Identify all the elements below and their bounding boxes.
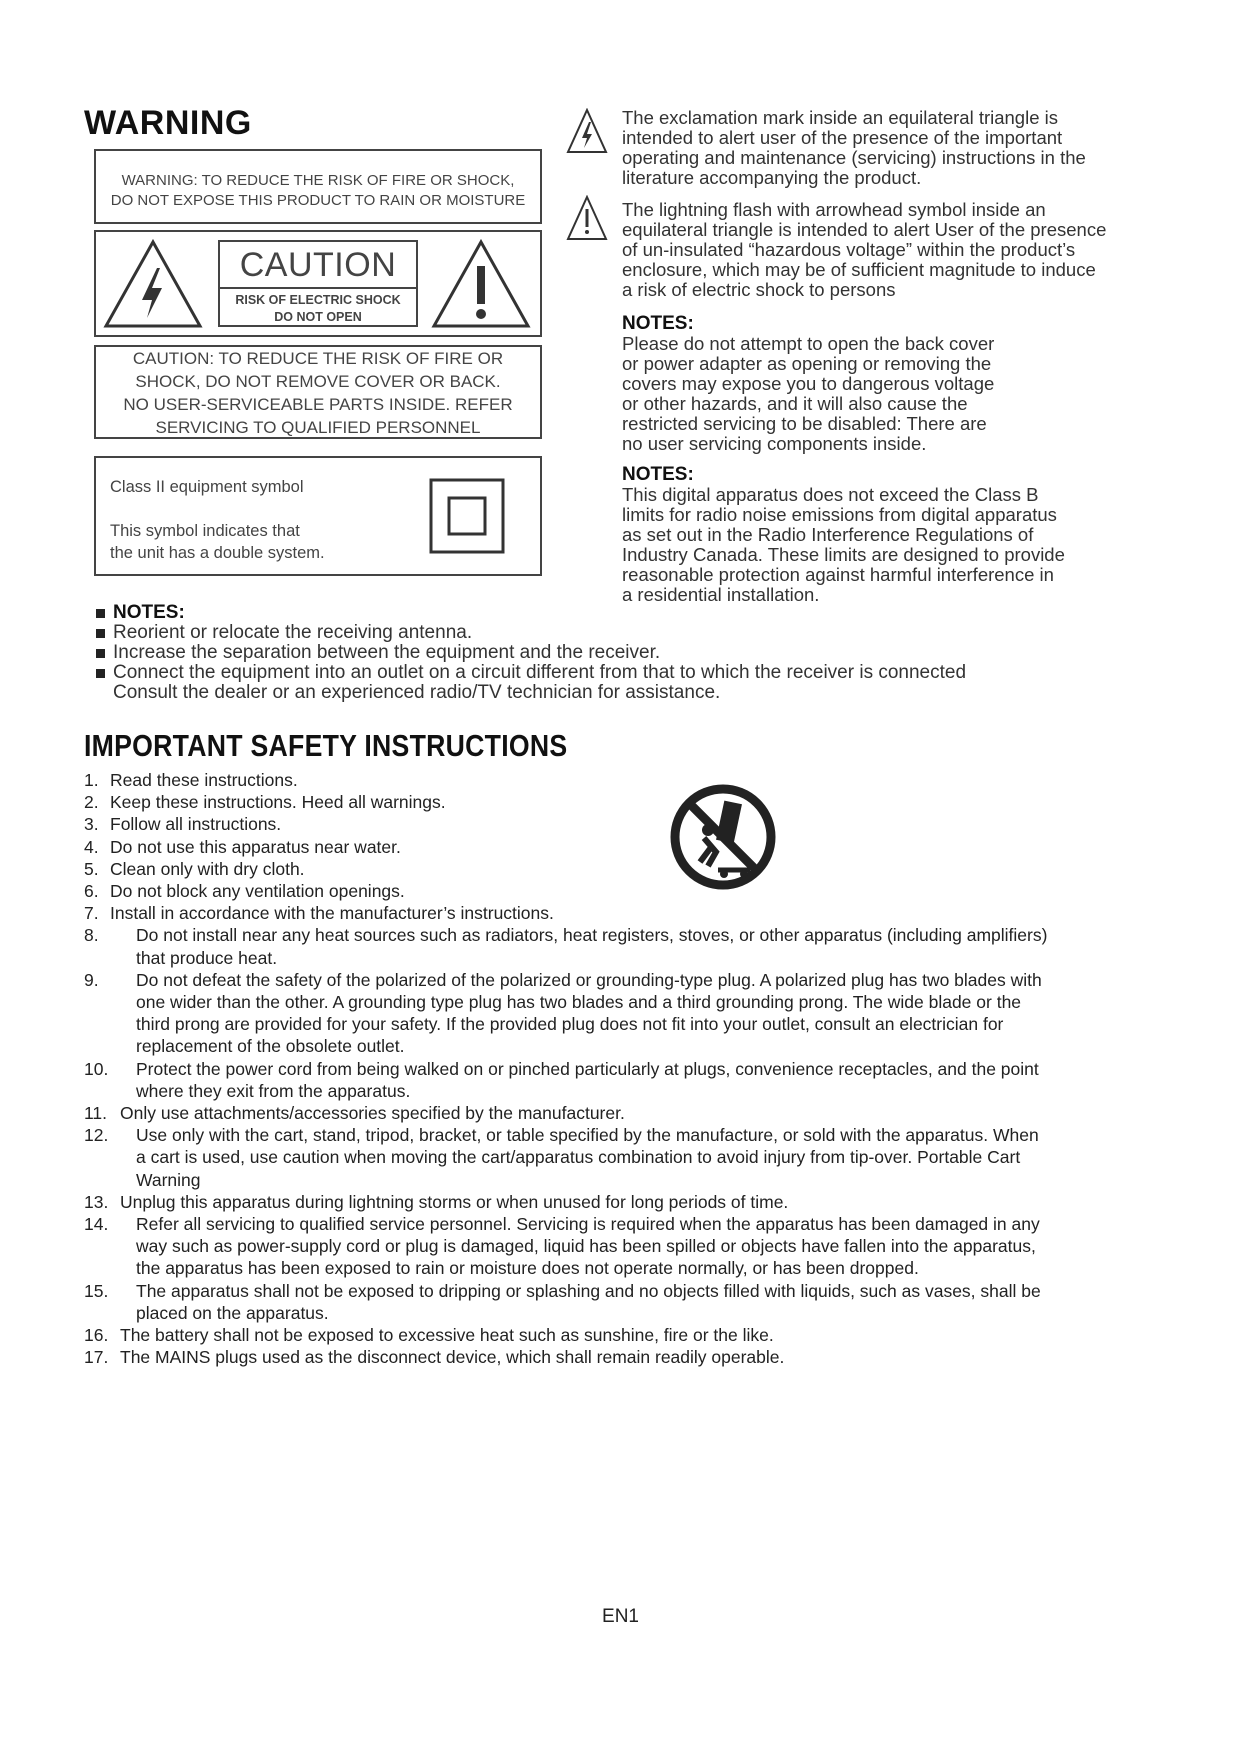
instruction-line: Read these instructions.: [110, 770, 298, 790]
instruction-item: [84, 813, 1144, 835]
instruction-number: 8.: [84, 925, 99, 946]
lightning-line: a risk of electric shock to persons: [622, 279, 896, 300]
instruction-text: [110, 858, 305, 880]
instruction-line: Do not install near any heat sources such as radiators, heat registers, stoves, or other apparatus (including amplifiers): [136, 925, 1048, 946]
exclamation-line: operating and maintenance (servicing) instructions in the: [622, 147, 1086, 168]
exclamation-line: intended to alert user of the presence of the important: [622, 127, 1063, 148]
instruction-line: Unplug this apparatus during lightning storms or when unused for long periods of time.: [120, 1191, 789, 1212]
instruction-text: [120, 1346, 784, 1368]
lightning-line: The lightning flash with arrowhead symbol inside an: [622, 199, 1046, 220]
instruction-item: [84, 1058, 1144, 1102]
instruction-line: Use only with the cart, stand, tripod, bracket, or table specified by the manufacture, or sold with the apparatus. When: [136, 1125, 1039, 1146]
instruction-text: [136, 969, 1042, 1058]
instruction-item: [84, 769, 1144, 791]
instruction-item: [84, 902, 1144, 924]
instruction-text: [110, 813, 281, 835]
lightning-line: of un-insulated “hazardous voltage” within the product’s: [622, 239, 1076, 260]
exclamation-triangle-icon: [430, 238, 532, 330]
instruction-number: 17.: [84, 1347, 109, 1368]
caution-text-line-3: NO USER-SERVICEABLE PARTS INSIDE. REFER: [123, 395, 513, 414]
warning-line-1: WARNING: TO REDUCE THE RISK OF FIRE OR SHOCK,: [121, 172, 515, 189]
instruction-line: The battery shall not be exposed to excessive heat such as sunshine, fire or the like.: [120, 1325, 774, 1346]
notes-1-line: covers may expose you to dangerous voltage: [622, 373, 995, 394]
instruction-number: 11.: [84, 1103, 108, 1124]
instruction-number: 7.: [84, 903, 99, 924]
instruction-text: [110, 769, 298, 791]
bullet-heading: NOTES:: [113, 602, 185, 623]
caution-text-line-1: CAUTION: TO REDUCE THE RISK OF FIRE OR: [132, 349, 504, 368]
bullet-item: [96, 643, 966, 663]
instruction-item: [84, 880, 1144, 902]
instruction-line: Do not defeat the safety of the polarized of the polarized or grounding-type plug. A polarized plug has two blades with: [136, 969, 1042, 990]
bullet-item: [96, 623, 966, 643]
instruction-item: [84, 836, 1144, 858]
instruction-line: way such as power-supply cord or plug is damaged, liquid has been spilled or objects have fallen into the apparatus,: [136, 1236, 1036, 1257]
caution-word: CAUTION: [239, 246, 397, 284]
instruction-item: [84, 858, 1144, 880]
double-square-icon: [429, 478, 505, 554]
bullet-heading-row: [96, 603, 966, 623]
instruction-line: Only use attachments/accessories specified by the manufacturer.: [120, 1103, 625, 1124]
instruction-line: Follow all instructions.: [110, 814, 282, 835]
instruction-line: Install in accordance with the manufacturer’s instructions.: [110, 903, 554, 924]
exclamation-line: The exclamation mark inside an equilateral triangle is: [622, 107, 1058, 128]
instruction-line: The MAINS plugs used as the disconnect device, which shall remain readily operable.: [120, 1347, 785, 1368]
instruction-line: Protect the power cord from being walked on or pinched particularly at plugs, convenience receptacles, and the point: [136, 1058, 1039, 1079]
instruction-text: [110, 836, 401, 858]
notes-1-line: Please do not attempt to open the back cover: [622, 333, 995, 354]
bullet-icon: [96, 609, 105, 618]
instructions-list: [84, 769, 1144, 1368]
bullet-icon: [96, 669, 105, 678]
instruction-item: [84, 1280, 1144, 1324]
lightning-triangle-icon: [102, 238, 204, 330]
notes-1-line: no user servicing components inside.: [622, 433, 927, 454]
notes-2-line: reasonable protection against harmful interference in: [622, 564, 1054, 585]
warning-line-2: DO NOT EXPOSE THIS PRODUCT TO RAIN OR MOISTURE: [110, 192, 526, 209]
instruction-line: a cart is used, use caution when moving the cart/apparatus combination to avoid injury from tip-over. Portable Cart: [136, 1147, 1021, 1168]
instruction-item: [84, 924, 1144, 968]
instruction-text: [110, 791, 446, 813]
instruction-line: where they exit from the apparatus.: [136, 1080, 411, 1101]
instruction-line: The apparatus shall not be exposed to dripping or splashing and no objects filled with liquids, such as vases, shall be: [136, 1280, 1041, 1301]
lightning-line: enclosure, which may be of sufficient magnitude to induce: [622, 259, 1096, 280]
instruction-text: [110, 902, 554, 924]
caution-label: [218, 240, 418, 327]
instruction-number: 1.: [84, 770, 99, 790]
instruction-line: Warning: [136, 1169, 201, 1190]
notes-2: [622, 465, 1182, 605]
instruction-text: [136, 1213, 1040, 1280]
bullet-notes: [96, 603, 966, 703]
notes-2-line: a residential installation.: [622, 584, 820, 605]
instruction-number: 10.: [84, 1058, 109, 1079]
exclamation-line: literature accompanying the product.: [622, 167, 922, 188]
instruction-text: [120, 1102, 625, 1124]
instruction-line: Do not use this apparatus near water.: [110, 836, 401, 857]
notes-2-line: as set out in the Radio Interference Regulations of: [622, 524, 1034, 545]
instruction-line: that produce heat.: [136, 947, 278, 968]
exclamation-description: [622, 108, 1182, 188]
instruction-text: [136, 1124, 1039, 1191]
instruction-item: [84, 791, 1144, 813]
instruction-item: [84, 969, 1144, 1058]
bullet-item-text: Connect the equipment into an outlet on a circuit different from that to which the receiver is connected: [113, 662, 967, 683]
notes-1: [622, 314, 1182, 454]
instruction-text: [136, 1058, 1039, 1102]
class2-line-2: the unit has a double system.: [110, 544, 325, 562]
instruction-number: 14.: [84, 1214, 109, 1235]
bullet-item-text: Increase the separation between the equipment and the receiver.: [113, 642, 661, 663]
page-number: EN1: [602, 1606, 639, 1627]
warning-title: WARNING: [84, 104, 252, 142]
bullet-icon: [96, 649, 105, 658]
instruction-number: 6.: [84, 881, 99, 902]
instruction-item: [84, 1213, 1144, 1280]
instruction-item: [84, 1191, 1144, 1213]
lightning-small-triangle-icon: [566, 108, 608, 156]
instruction-text: [120, 1191, 788, 1213]
notes-1-heading: NOTES:: [622, 313, 694, 334]
class2-line-1: This symbol indicates that: [110, 522, 300, 540]
bullet-continuation: Consult the dealer or an experienced radio/TV technician for assistance.: [113, 682, 721, 703]
notes-1-line: restricted servicing to be disabled: There are: [622, 413, 987, 434]
instruction-number: 12.: [84, 1125, 109, 1146]
instruction-line: Keep these instructions. Heed all warnings.: [110, 792, 446, 813]
instruction-number: 2.: [84, 792, 99, 813]
instruction-line: replacement of the obsolete outlet.: [136, 1036, 405, 1057]
caution-text-box: [94, 345, 542, 439]
bullet-item-text: Reorient or relocate the receiving antenna.: [113, 622, 473, 643]
class2-title: Class II equipment symbol: [110, 478, 304, 496]
caution-sub-line-2: DO NOT OPEN: [274, 310, 362, 324]
instruction-number: 9.: [84, 969, 99, 990]
instruction-line: the apparatus has been exposed to rain or moisture does not operate normally, or has been dropped.: [136, 1258, 919, 1279]
instruction-number: 13.: [84, 1191, 109, 1212]
instruction-item: [84, 1346, 1144, 1368]
notes-2-line: Industry Canada. These limits are designed to provide: [622, 544, 1065, 565]
instruction-text: [110, 880, 405, 902]
instruction-line: placed on the apparatus.: [136, 1302, 329, 1323]
instruction-text: [136, 924, 1047, 968]
notes-2-heading: NOTES:: [622, 464, 694, 485]
warning-box: [94, 149, 542, 224]
notes-1-line: or power adapter as opening or removing the: [622, 353, 992, 374]
instruction-item: [84, 1324, 1144, 1346]
notes-1-line: or other hazards, and it will also cause the: [622, 393, 968, 414]
instruction-number: 4.: [84, 836, 99, 857]
safety-instructions-title: IMPORTANT SAFETY INSTRUCTIONS: [84, 728, 568, 763]
instruction-line: third prong are provided for your safety. If the provided plug does not fit into your outlet, consult an electrician for: [136, 1014, 1004, 1035]
instruction-number: 5.: [84, 858, 99, 879]
lightning-description: [622, 200, 1182, 300]
caution-label-box: [94, 230, 542, 337]
instruction-line: Do not block any ventilation openings.: [110, 881, 405, 902]
caution-sub-line-1: RISK OF ELECTRIC SHOCK: [235, 293, 401, 307]
caution-text-line-4: SERVICING TO QUALIFIED PERSONNEL: [155, 418, 481, 437]
instruction-line: Clean only with dry cloth.: [110, 858, 305, 879]
instruction-item: [84, 1124, 1144, 1191]
instruction-line: one wider than the other. A grounding type plug has two blades and a third grounding prong. The wide blade or the: [136, 992, 1022, 1013]
class2-box: [94, 456, 542, 576]
instruction-text: [120, 1324, 774, 1346]
exclamation-small-triangle-icon: [566, 195, 608, 243]
bullet-item: [96, 663, 966, 683]
caution-text-line-2: SHOCK, DO NOT REMOVE COVER OR BACK.: [135, 372, 501, 391]
notes-2-line: limits for radio noise emissions from digital apparatus: [622, 504, 1057, 525]
instruction-number: 3.: [84, 814, 99, 835]
instruction-number: 15.: [84, 1280, 109, 1301]
lightning-line: equilateral triangle is intended to alert User of the presence: [622, 219, 1107, 240]
instruction-text: [136, 1280, 1041, 1324]
instruction-number: 16.: [84, 1325, 109, 1346]
notes-2-line: This digital apparatus does not exceed the Class B: [622, 484, 1039, 505]
bullet-icon: [96, 629, 105, 638]
instruction-item: [84, 1102, 1144, 1124]
instruction-line: Refer all servicing to qualified service personnel. Servicing is required when the apparatus has been damaged in any: [136, 1214, 1040, 1235]
